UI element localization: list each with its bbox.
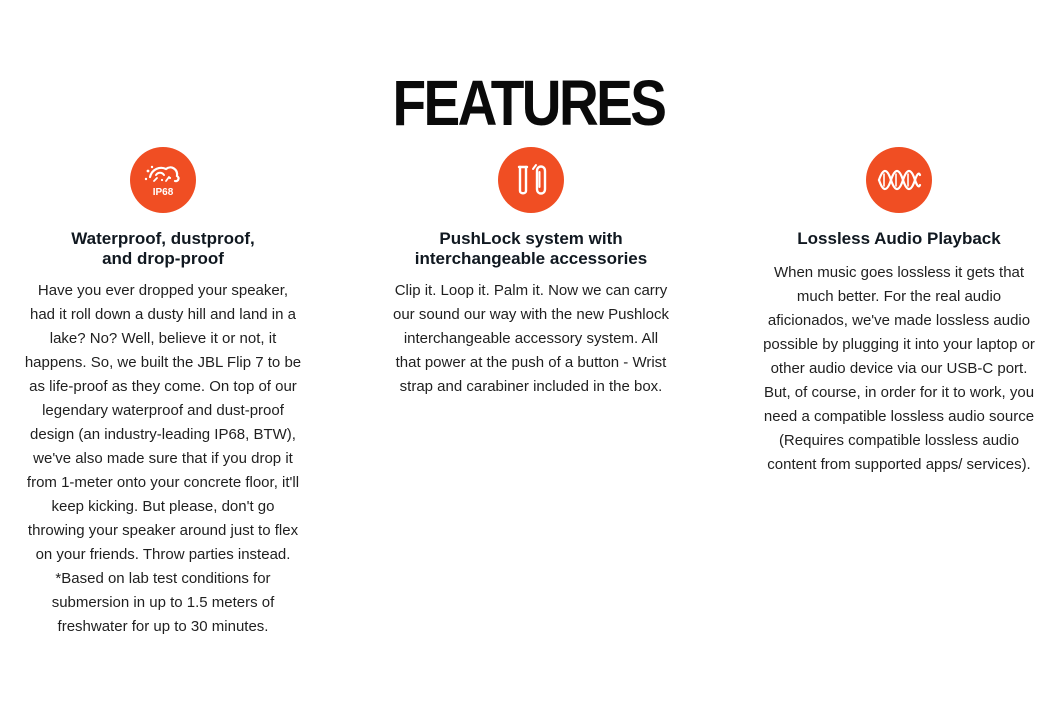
feature-title (392, 229, 670, 269)
feature-title-line: PushLock system with (439, 229, 623, 248)
feature-title (24, 229, 302, 269)
feature-card-lossless-audio (760, 147, 1038, 477)
feature-title-line: and drop-proof (102, 249, 224, 268)
pushlock-accessory-icon (498, 147, 564, 213)
feature-description: When music goes lossless it gets that much better. For the real audio aficionados, we've made lossless audio possible by plugging it into your laptop or other audio device via our USB-C port. But, of course, in order for it to work, you need a compatible lossless audio source (Requires compatible lossless audio content from supported apps/ services). (763, 264, 1035, 473)
feature-description: Clip it. Loop it. Palm it. Now we can carry our sound our way with the new Pushlock interchangeable accessory system. All that power at the push of a button - Wrist strap and carabiner included in the box. (393, 282, 669, 395)
feature-description: Have you ever dropped your speaker, had it roll down a dusty hill and land in a lake? No? Well, believe it or not, it happens. So, we built the JBL Flip 7 to be as life-proof as they come. On top of our legendary waterproof and dust-proof design (an industry-leading IP68, BTW), we've also made sure that if you drop it from 1-meter onto your concrete floor, it'll keep kicking. But please, don't go throwing your speaker around just to flex on your friends. Throw parties instead. *Based on lab test conditions for submersion in up to 1.5 meters of freshwater for up to 30 minutes. (24, 282, 302, 635)
page-title: FEATURES (392, 66, 665, 139)
feature-title (760, 229, 1038, 249)
lossless-audio-wave-icon (866, 147, 932, 213)
waterproof-ip68-icon (130, 147, 196, 213)
feature-title-line: Lossless Audio Playback (797, 229, 1001, 248)
feature-card-waterproof (24, 147, 302, 639)
feature-title-line: interchangeable accessories (414, 249, 648, 268)
feature-card-pushlock (392, 147, 670, 399)
ip68-label: IP68 (152, 187, 174, 198)
feature-title-line: Waterproof, dustproof, (71, 229, 255, 248)
